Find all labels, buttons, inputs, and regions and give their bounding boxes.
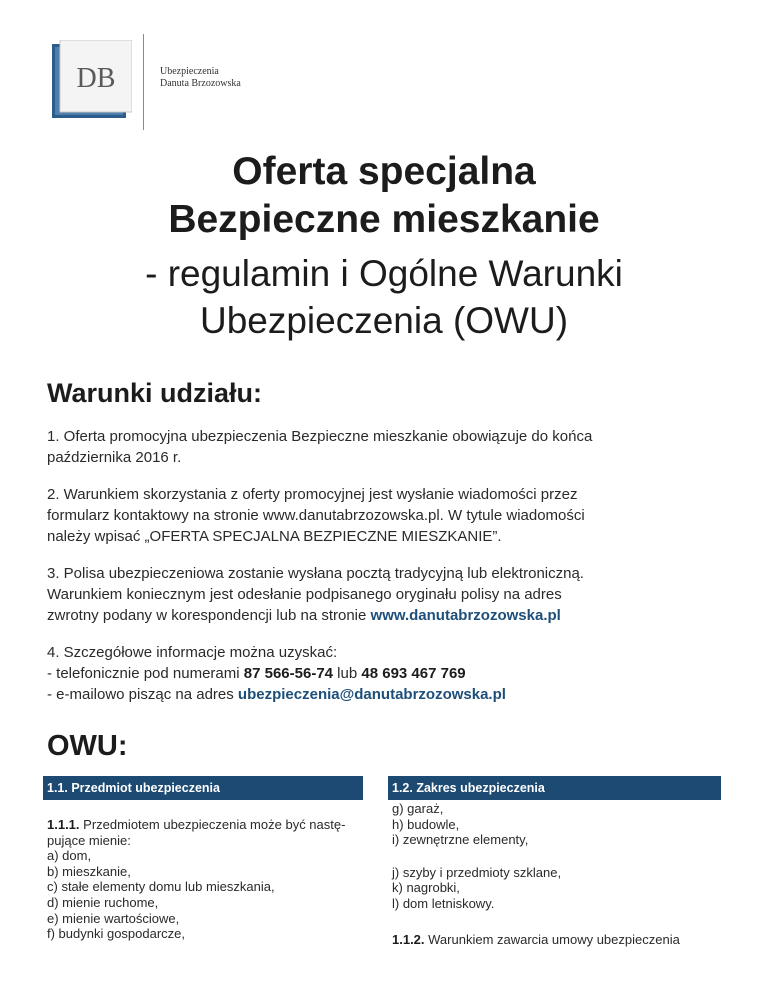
list-item: c) stałe elementy domu lub mieszkania, bbox=[47, 879, 275, 895]
logo-mark-icon bbox=[52, 40, 132, 122]
scope-header-bar: 1.2. Zakres ubezpieczenia bbox=[388, 776, 721, 800]
clause-text: Warunkiem zawarcia umowy ubezpieczenia bbox=[424, 931, 680, 947]
clause-number: 1.1.1. bbox=[47, 817, 80, 832]
list-item: h) budowle, bbox=[392, 816, 460, 832]
clause-line bbox=[392, 932, 680, 948]
phone-number-1[interactable]: 87 566-56-74 bbox=[243, 665, 334, 682]
phone-number-2[interactable]: 48 693 467 769 bbox=[361, 665, 466, 682]
paragraph-line: formularz kontaktowy na stronie www.danutabrzozowska.pl. W tytule wiadomości bbox=[47, 507, 585, 524]
logo-divider bbox=[143, 34, 144, 130]
list-item: j) szyby i przedmioty szklane, bbox=[392, 864, 562, 880]
paragraph-text: zwrotny podany w korespondencji lub na stronie bbox=[47, 607, 371, 624]
list-item: k) nagrobki, bbox=[392, 880, 460, 896]
subject-header-bar: 1.1. Przedmiot ubezpieczenia bbox=[43, 776, 363, 800]
paragraph-line: 2. Warunkiem skorzystania z oferty promocyjnej jest wysłanie wiadomości przez bbox=[47, 486, 578, 503]
paragraph-line: października 2016 r. bbox=[47, 449, 182, 466]
subject-intro bbox=[47, 817, 345, 833]
list-item: pujące mienie: bbox=[47, 832, 131, 848]
logo-line1: Ubezpieczenia bbox=[160, 66, 219, 77]
list-item: e) mienie wartościowe, bbox=[47, 910, 180, 926]
email-prefix: - e-mailowo pisząc na adres bbox=[47, 686, 238, 703]
paragraph-line: należy wpisać „OFERTA SPECJALNA BEZPIECZNE MIESZKANIE”. bbox=[47, 528, 502, 545]
logo-line2: Danuta Brzozowska bbox=[160, 78, 241, 89]
clause-text: Przedmiotem ubezpieczenia może być nastę- bbox=[79, 817, 346, 832]
list-item: l) dom letniskowy. bbox=[392, 895, 495, 911]
logo-text bbox=[160, 66, 241, 90]
paragraph-line: 1. Oferta promocyjna ubezpieczenia Bezpieczne mieszkanie obowiązuje do końca bbox=[47, 428, 593, 445]
paragraph-2 bbox=[47, 484, 727, 547]
list-item: a) dom, bbox=[47, 848, 92, 864]
title-line1: Oferta specjalna bbox=[232, 150, 536, 193]
paragraph-line: 4. Szczegółowe informacje można uzyskać: bbox=[47, 644, 338, 661]
spacer bbox=[392, 912, 680, 932]
title-line4: Ubezpieczenia (OWU) bbox=[199, 300, 569, 341]
svg-text:DB: DB bbox=[76, 63, 116, 94]
paragraph-1 bbox=[47, 426, 727, 468]
list-item: d) mienie ruchome, bbox=[47, 894, 159, 910]
list-item: f) budynki gospodarcze, bbox=[47, 926, 186, 942]
section-heading-conditions: Warunki udziału: bbox=[47, 378, 262, 408]
scope-column bbox=[392, 801, 680, 947]
phone-prefix: - telefonicznie pod numerami bbox=[47, 665, 244, 682]
clause-number: 1.1.2. bbox=[392, 931, 425, 947]
paragraph-4 bbox=[47, 642, 727, 705]
section-heading-owu: OWU: bbox=[47, 730, 128, 762]
list-item: i) zewnętrzne elementy, bbox=[392, 832, 529, 848]
list-item: b) mieszkanie, bbox=[47, 863, 131, 879]
title-line2: Bezpieczne mieszkanie bbox=[168, 198, 600, 241]
phone-connector: lub bbox=[333, 665, 362, 682]
phone-line bbox=[47, 663, 727, 684]
paragraph-line: Warunkiem koniecznym jest odesłanie podpisanego oryginału polisy na adres bbox=[47, 586, 562, 603]
paragraph-3 bbox=[47, 563, 727, 626]
list-item: g) garaż, bbox=[392, 801, 444, 816]
website-link[interactable]: www.danutabrzozowska.pl bbox=[370, 607, 561, 624]
paragraph-line: 3. Polisa ubezpieczeniowa zostanie wysłana pocztą tradycyjną lub elektroniczną. bbox=[47, 565, 584, 582]
title-line3: - regulamin i Ogólne Warunki bbox=[145, 253, 623, 294]
email-line bbox=[47, 684, 727, 705]
spacer bbox=[392, 848, 680, 865]
paragraph-line bbox=[47, 605, 727, 626]
company-logo bbox=[52, 34, 272, 134]
subject-column bbox=[47, 817, 345, 942]
email-link[interactable]: ubezpieczenia@danutabrzozowska.pl bbox=[237, 686, 506, 703]
